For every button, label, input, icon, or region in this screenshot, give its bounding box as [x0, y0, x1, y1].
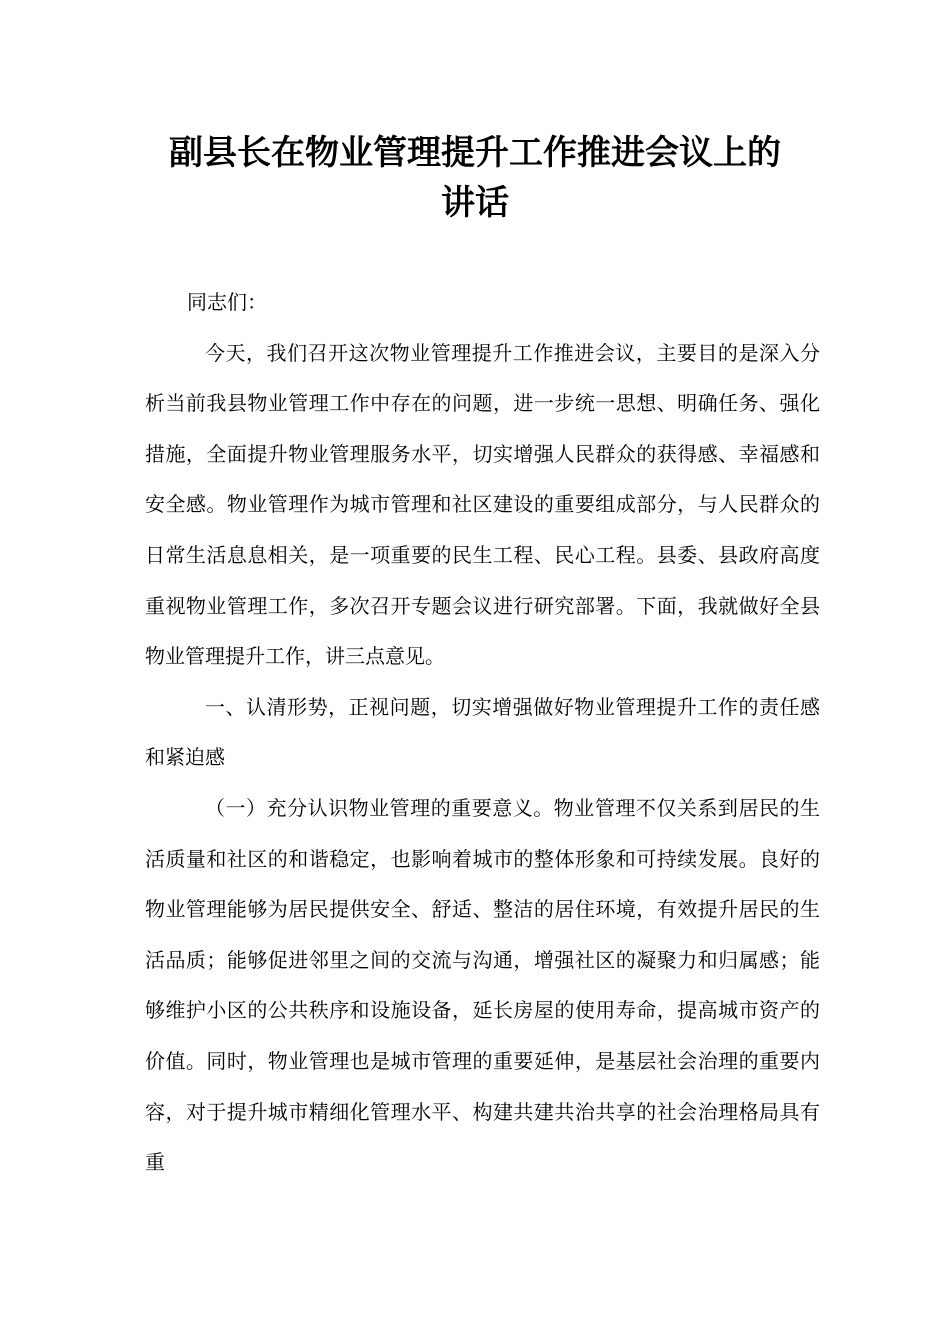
salutation: 同志们：	[187, 290, 267, 314]
document-body	[145, 277, 820, 1188]
paragraph-section-1-1: （一）充分认识物业管理的重要意义。物业管理不仅关系到居民的生活质量和社区的和谐稳定，也影响着城市的整体形象和可持续发展。良好的物业管理能够为居民提供安全、舒适、整洁的居住环境，有效提升居民的生活品质；能够促进邻里之间的交流与沟通，增强社区的凝聚力和归属感；能够维护小区的公共秩序和设施设备，延长房屋的使用寿命，提高城市资产的价值。同时，物业管理也是城市管理的重要延伸，是基层社会治理的重要内容，对于提升城市精细化管理水平、构建共建共治共享的社会治理格局具有重	[145, 795, 820, 1175]
title-line-2: 讲话	[441, 183, 509, 223]
paragraph-opening: 今天，我们召开这次物业管理提升工作推进会议，主要目的是深入分析当前我县物业管理工作中存在的问题，进一步统一思想、明确任务、强化措施，全面提升物业管理服务水平，切实增强人民群众的获得感、幸福感和安全感。物业管理作为城市管理和社区建设的重要组成部分，与人民群众的日常生活息息相关，是一项重要的民生工程、民心工程。县委、县政府高度重视物业管理工作，多次召开专题会议进行研究部署。下面，我就做好全县物业管理提升工作，讲三点意见。	[145, 340, 820, 669]
title-line-1: 副县长在物业管理提升工作推进会议上的	[169, 133, 781, 173]
section-heading-1: 一、认清形势，正视问题，切实增强做好物业管理提升工作的责任感和紧迫感	[145, 694, 820, 770]
document-title	[100, 128, 850, 228]
